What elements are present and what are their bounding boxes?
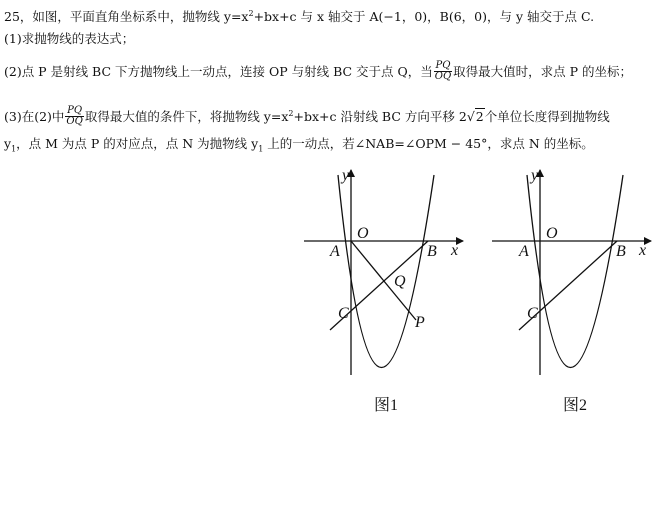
figure-2-svg — [488, 160, 658, 420]
part-3-line2-b: ，点 M 为点 P 的对应点，点 N 为抛物线 y — [16, 136, 259, 151]
part-3-line2-a: y — [4, 136, 12, 151]
label-o: O — [357, 225, 369, 242]
problem-text-rest: +bx+c 与 x 轴交于 A(−1，0)，B(6，0)，与 y 轴交于点 C. — [253, 9, 595, 24]
parabola — [338, 175, 434, 368]
label-p: P — [415, 314, 425, 331]
figure-1-caption: 图1 — [374, 397, 399, 414]
fraction-pq-oq — [65, 106, 83, 127]
part-3 — [4, 107, 610, 128]
part-3-text-d: 个单位长度得到抛物线 — [484, 109, 610, 124]
label-c: C — [338, 305, 349, 322]
segment-op — [351, 241, 416, 320]
part-3-text-b: 取得最大值的条件下，将抛物线 y=x — [84, 109, 289, 124]
label-a: A — [330, 243, 340, 260]
fraction-numerator: PQ — [67, 105, 83, 116]
part-1: (1)求抛物线的表达式； — [4, 31, 135, 46]
exponent: 2 — [288, 108, 294, 118]
exponent: 2 — [248, 8, 254, 18]
part-3-continued — [4, 136, 594, 152]
fraction-denominator: OQ — [434, 71, 452, 82]
problem-text: 25，如图，平面直角坐标系中，抛物线 y=x — [4, 9, 249, 24]
label-b: B — [427, 243, 437, 260]
x-axis-label: x — [639, 242, 647, 259]
figure-1 — [300, 160, 470, 424]
figure-2 — [488, 160, 658, 424]
part-2-text: (2)点 P 是射线 BC 下方抛物线上一动点，连接 OP 与射线 BC 交于点 Q，当 — [4, 64, 433, 79]
part-2 — [4, 62, 632, 83]
y-axis-label: y — [342, 167, 350, 184]
sqrt-symbol: √2 — [466, 109, 484, 124]
subscript: 1 — [258, 144, 264, 154]
label-q: Q — [394, 273, 406, 290]
fraction-pq-oq — [434, 61, 452, 82]
fraction-numerator: PQ — [435, 60, 451, 71]
label-a: A — [519, 243, 529, 260]
problem-statement — [4, 9, 594, 25]
subscript: 1 — [11, 144, 17, 154]
part-2-text-rest: 取得最大值时，求点 P 的坐标； — [453, 64, 633, 79]
part-3-line2-c: 上的一动点，若∠NAB=∠OPM − 45°，求点 N 的坐标。 — [263, 136, 594, 151]
fraction-denominator: OQ — [66, 116, 83, 127]
label-b: B — [616, 243, 626, 260]
figure-1-svg — [300, 160, 470, 420]
figure-2-caption: 图2 — [563, 397, 588, 414]
y-axis-label: y — [531, 167, 539, 184]
label-o: O — [546, 225, 558, 242]
x-axis-label: x — [451, 242, 459, 259]
parabola — [527, 175, 623, 368]
part-3-text: (3)在(2)中 — [4, 109, 65, 124]
label-c: C — [527, 305, 538, 322]
part-3-text-c: +bx+c 沿射线 BC 方向平移 2 — [293, 109, 467, 124]
